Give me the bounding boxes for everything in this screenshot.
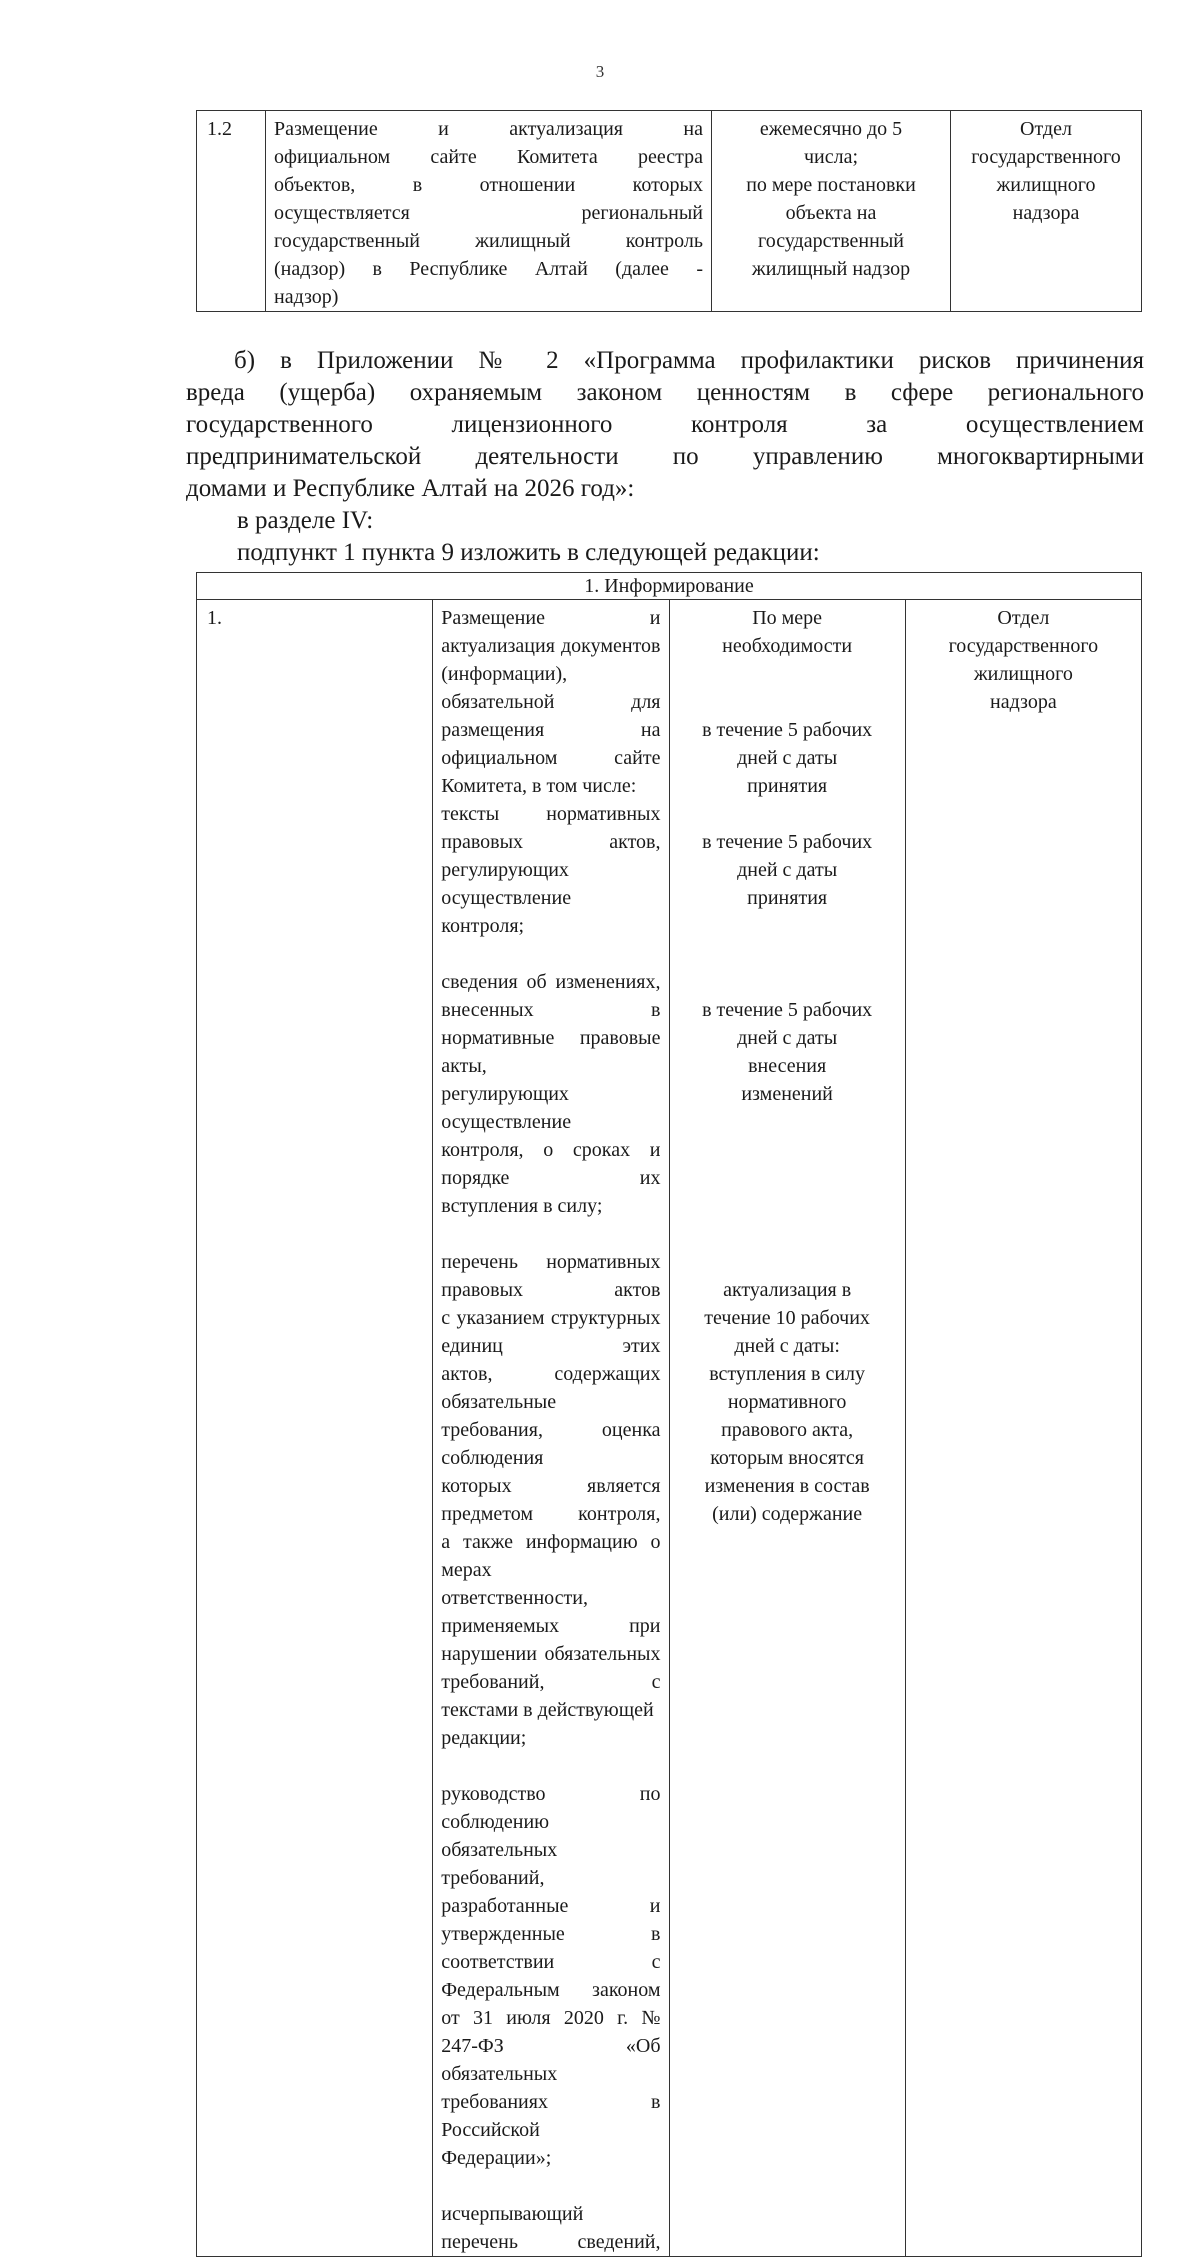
paragraph-b — [186, 345, 1144, 505]
table-row — [197, 600, 1142, 2257]
desc-line: (надзор) в Республике Алтай (далее - — [274, 258, 703, 280]
deadline-line: изменений — [741, 1083, 833, 1105]
desc-line: тексты нормативных правовых актов, — [441, 803, 661, 853]
responsible-cell — [951, 111, 1142, 312]
deadline-line: правового акта, — [721, 1419, 854, 1441]
desc-line: нормативные правовые акты, — [441, 1027, 661, 1077]
responsible-line: жилищного — [996, 174, 1096, 196]
desc-line: актов, содержащих обязательные — [441, 1363, 661, 1413]
desc-line: сведения об изменениях, внесенных в — [441, 971, 661, 1021]
deadline-line: (или) содержание — [712, 1503, 863, 1525]
row-number-cell: 1. — [197, 600, 433, 2257]
deadline-line: ежемесячно до 5 — [759, 118, 903, 140]
table-header-row — [197, 573, 1142, 600]
informing-table — [196, 572, 1142, 2257]
table-row — [197, 111, 1142, 312]
desc-line: осуществляется региональный — [274, 202, 703, 224]
desc-line: обязательных требованиях в Российской — [441, 2063, 661, 2141]
paragraph-line: вреда (ущерба) охраняемым законом ценностям в сфере регионального — [186, 379, 1144, 406]
desc-line: обязательных требований, — [441, 1839, 558, 1889]
deadline-line: в течение 5 рабочих — [702, 999, 873, 1021]
row-number-cell: 1.2 — [197, 111, 266, 312]
desc-line: государственный жилищный контроль — [274, 230, 703, 252]
responsible-line: государственного — [948, 635, 1099, 657]
deadline-line: вступления в силу — [709, 1363, 866, 1385]
paragraph-line: б) в Приложении № 2 «Программа профилактики рисков причинения — [234, 347, 1144, 374]
section-title: 1. Информирование — [197, 573, 1142, 600]
responsible-line: надзора — [1012, 202, 1080, 224]
desc-line: исчерпывающий перечень сведений, — [441, 2203, 661, 2253]
deadline-line: которым вносятся — [710, 1447, 865, 1469]
desc-line: разработанные и утвержденные в — [441, 1895, 661, 1945]
desc-line: Размещение и актуализация документов — [441, 607, 661, 657]
desc-line: от 31 июля 2020 г. № 247-ФЗ «Об — [441, 2007, 661, 2057]
deadline-line: принятия — [747, 775, 828, 797]
desc-line: объектов, в отношении которых — [274, 174, 703, 196]
responsible-line: жилищного — [973, 663, 1073, 685]
desc-line: регулирующих осуществление — [441, 1083, 572, 1133]
desc-line: перечень нормативных правовых актов — [441, 1251, 661, 1301]
responsible-line: Отдел — [1020, 118, 1072, 140]
deadline-line: жилищный надзор — [751, 258, 911, 280]
desc-line: официальном сайте Комитета реестра — [274, 146, 703, 168]
responsible-line: надзора — [990, 691, 1057, 713]
desc-line: (информации), обязательной для — [441, 663, 661, 713]
subpoint-instruction: подпункт 1 пункта 9 изложить в следующей редакции: — [237, 539, 820, 566]
deadline-line: числа; — [803, 146, 859, 168]
desc-line: с указанием структурных единиц этих — [441, 1307, 661, 1357]
plan-table-row-1-2 — [196, 110, 1142, 312]
desc-line: Федерации»; — [441, 2147, 552, 2169]
desc-line: требования, оценка соблюдения — [441, 1419, 661, 1469]
desc-line: вступления в силу; — [441, 1195, 603, 1217]
deadline-line: по мере постановки — [746, 174, 916, 196]
deadline-cell — [712, 111, 951, 312]
responsible-line: Отдел — [997, 607, 1050, 629]
desc-line: а также информацию о мерах — [441, 1531, 661, 1581]
paragraph-line: предпринимательской деятельности по управлению многоквартирными — [186, 443, 1144, 470]
desc-line: которых является предметом контроля, — [441, 1475, 661, 1525]
desc-line: текстами в действующей редакции; — [441, 1699, 654, 1749]
deadline-line: дней с даты: — [734, 1335, 840, 1357]
deadline-line: изменения в состав — [704, 1475, 870, 1497]
paragraph-line: государственного лицензионного контроля за осуществлением — [186, 411, 1144, 438]
responsible-cell — [905, 600, 1141, 2257]
deadline-line: в течение 5 рабочих — [702, 831, 873, 853]
deadline-line: дней с даты — [737, 747, 838, 769]
desc-line: Размещение и актуализация на — [274, 118, 703, 140]
desc-line: контроля, о сроках и порядке их — [441, 1139, 661, 1189]
desc-line: Комитета, в том числе: — [441, 775, 637, 797]
deadline-line: течение 10 рабочих — [704, 1307, 870, 1329]
deadline-line: актуализация в — [723, 1279, 852, 1301]
activity-description-cell — [433, 600, 669, 2257]
desc-line: размещения на официальном сайте — [441, 719, 661, 769]
deadline-line: дней с даты — [737, 1027, 838, 1049]
deadline-line: дней с даты — [737, 859, 838, 881]
section-reference: в разделе IV: — [237, 507, 374, 534]
activity-description-cell — [266, 111, 712, 312]
deadline-line: внесения — [748, 1055, 827, 1077]
deadline-cell — [669, 600, 905, 2257]
deadline-line: нормативного — [727, 1391, 847, 1413]
page-number: 3 — [595, 62, 605, 81]
desc-line: регулирующих осуществление — [441, 859, 572, 909]
deadline-line: объекта на — [785, 202, 877, 224]
desc-line: надзор) — [274, 286, 339, 308]
responsible-line: государственного — [971, 146, 1121, 168]
deadline-line: необходимости — [722, 635, 853, 657]
paragraph-line: домами и Республике Алтай на 2026 год»: — [186, 475, 635, 502]
desc-line: контроля; — [441, 915, 525, 937]
deadline-line: государственный — [758, 230, 904, 252]
desc-line: соответствии с Федеральным законом — [441, 1951, 661, 2001]
desc-line: ответственности, применяемых при — [441, 1587, 661, 1637]
deadline-line: в течение 5 рабочих — [702, 719, 873, 741]
desc-line: руководство по соблюдению — [441, 1783, 661, 1833]
deadline-line: принятия — [747, 887, 828, 909]
desc-line: нарушении обязательных требований, с — [441, 1643, 661, 1693]
deadline-line: По мере — [752, 607, 823, 629]
